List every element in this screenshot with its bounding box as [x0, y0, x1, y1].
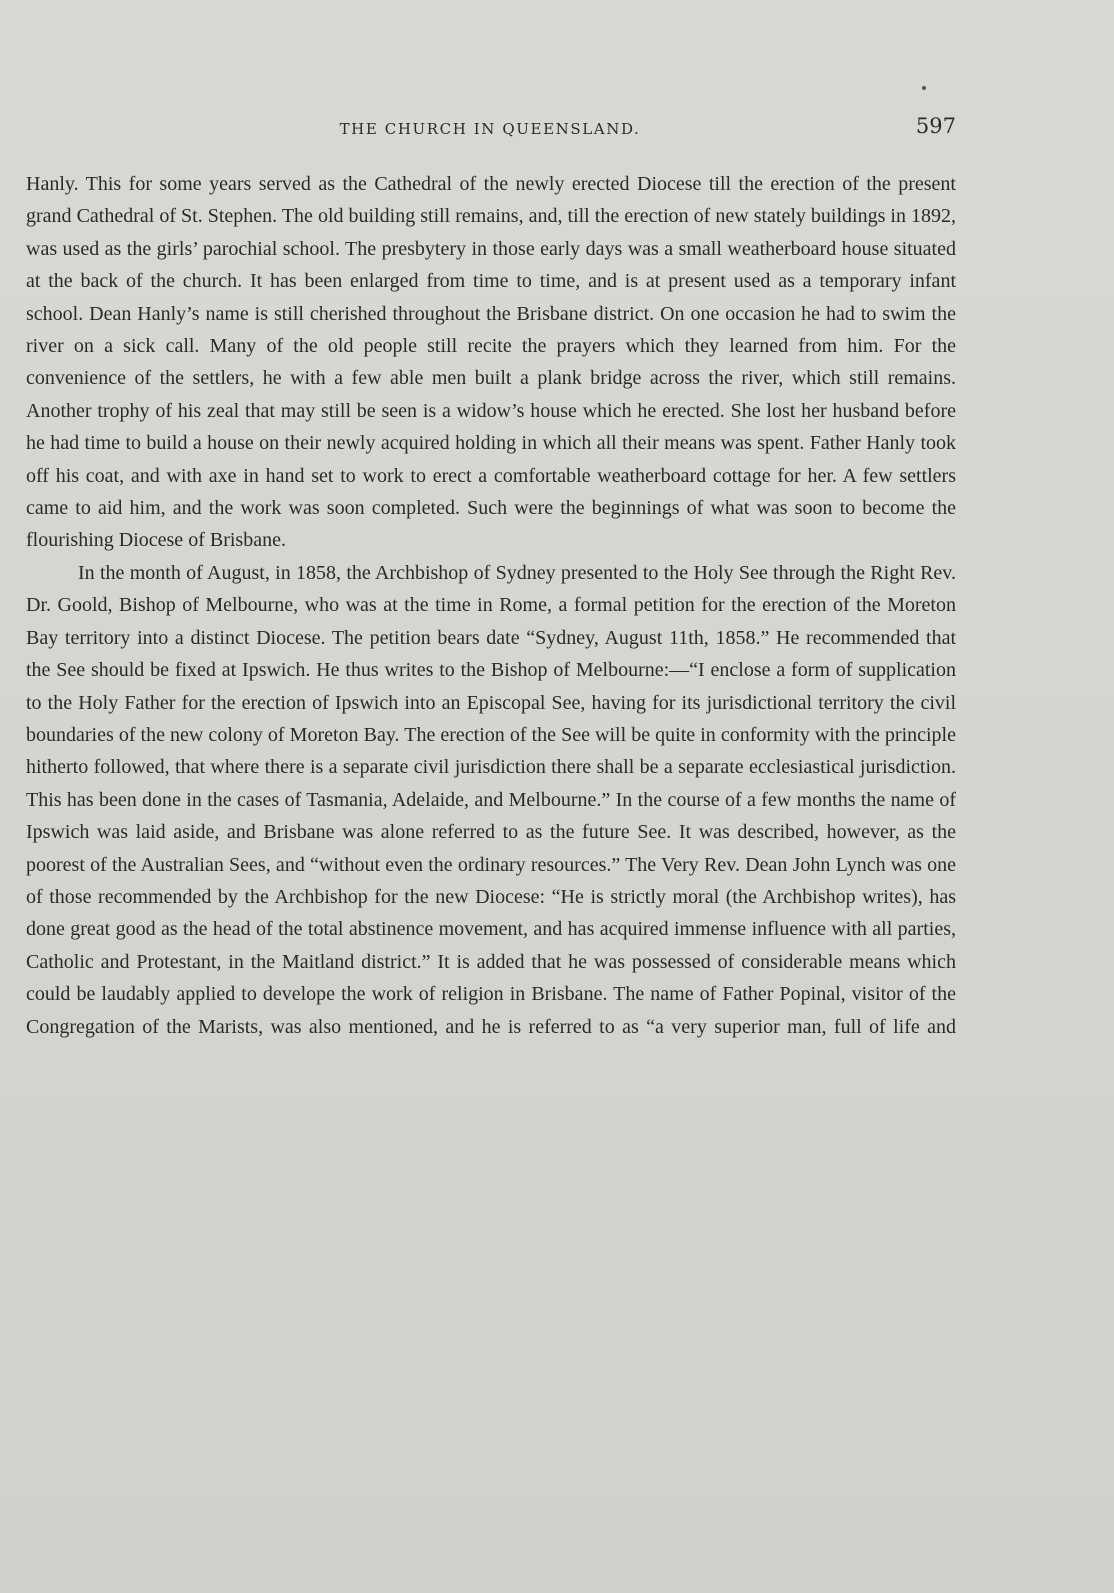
body-text — [26, 168, 956, 1043]
page-number: 597 — [915, 114, 956, 138]
paragraph-1: Hanly. This for some years served as the Cathedral of the newly erected Diocese till the erection of the present grand Cathedral of St. Stephen. The old building still remains, and, till the erection of new stately buildings in 1892, was used as the girls’ parochial school. The presbytery in those early days was a small weatherboard house situated at the back of the church. It has been enlarged from time to time, and is at present used as a temporary infant school. Dean Hanly’s name is still cherished throughout the Brisbane district. On one occasion he had to swim the river on a sick call. Many of the old people still recite the prayers which they learned from him. For the convenience of the settlers, he with a few able men built a plank bridge across the river, which still remains. Another trophy of his zeal that may still be seen is a widow’s house which he erected. She lost her husband before he had time to build a house on their newly acquired holding in which all their means was spent. Father Hanly took off his coat, and with axe in hand set to work to erect a comfortable weatherboard cottage for her. A few settlers came to aid him, and the work was soon completed. Such were the beginnings of what was soon to become the flourishing Diocese of Brisbane. — [26, 173, 956, 552]
ink-speck — [922, 86, 926, 90]
paragraph-2: In the month of August, in 1858, the Archbishop of Sydney presented to the Holy See through the Right Rev. Dr. Goold, Bishop of Melbourne, who was at the time in Rome, a formal petition for the erection of the Moreton Bay territory into a distinct Diocese. The petition bears date “Sydney, August 11th, 1858.” He recommended that the See should be fixed at Ipswich. He thus writes to the Bishop of Melbourne:—“I enclose a form of supplication to the Holy Father for the erection of Ipswich into an Episcopal See, having for its jurisdictional territory the civil boundaries of the new colony of Moreton Bay. The erection of the See will be quite in conformity with the principle hitherto followed, that where there is a separate civil jurisdiction there shall be a separate ecclesiastical jurisdiction. This has been done in the cases of Tasmania, Adelaide, and Melbourne.” In the course of a few months the name of Ipswich was laid aside, and Brisbane was alone referred to as the future See. It was described, however, as the poorest of the Australian Sees, and “without even the ordinary resources.” The Very Rev. Dean John Lynch was one of those recommended by the Archbishop for the new Diocese: “He is strictly moral (the Archbishop writes), has done great good as the head of the total abstinence movement, and has acquired immense influence with all parties, Catholic and Protestant, in the Maitland district.” It is added that he was possessed of considerable means which could be laudably applied to develope the work of religion in Brisbane. The name of Father Popinal, visitor of the Congregation of the Marists, was also mentioned, and he is referred to as “a very superior man, full of life and — [26, 561, 956, 1038]
running-title: THE CHURCH IN QUEENSLAND. — [339, 120, 641, 138]
running-head — [24, 114, 956, 144]
